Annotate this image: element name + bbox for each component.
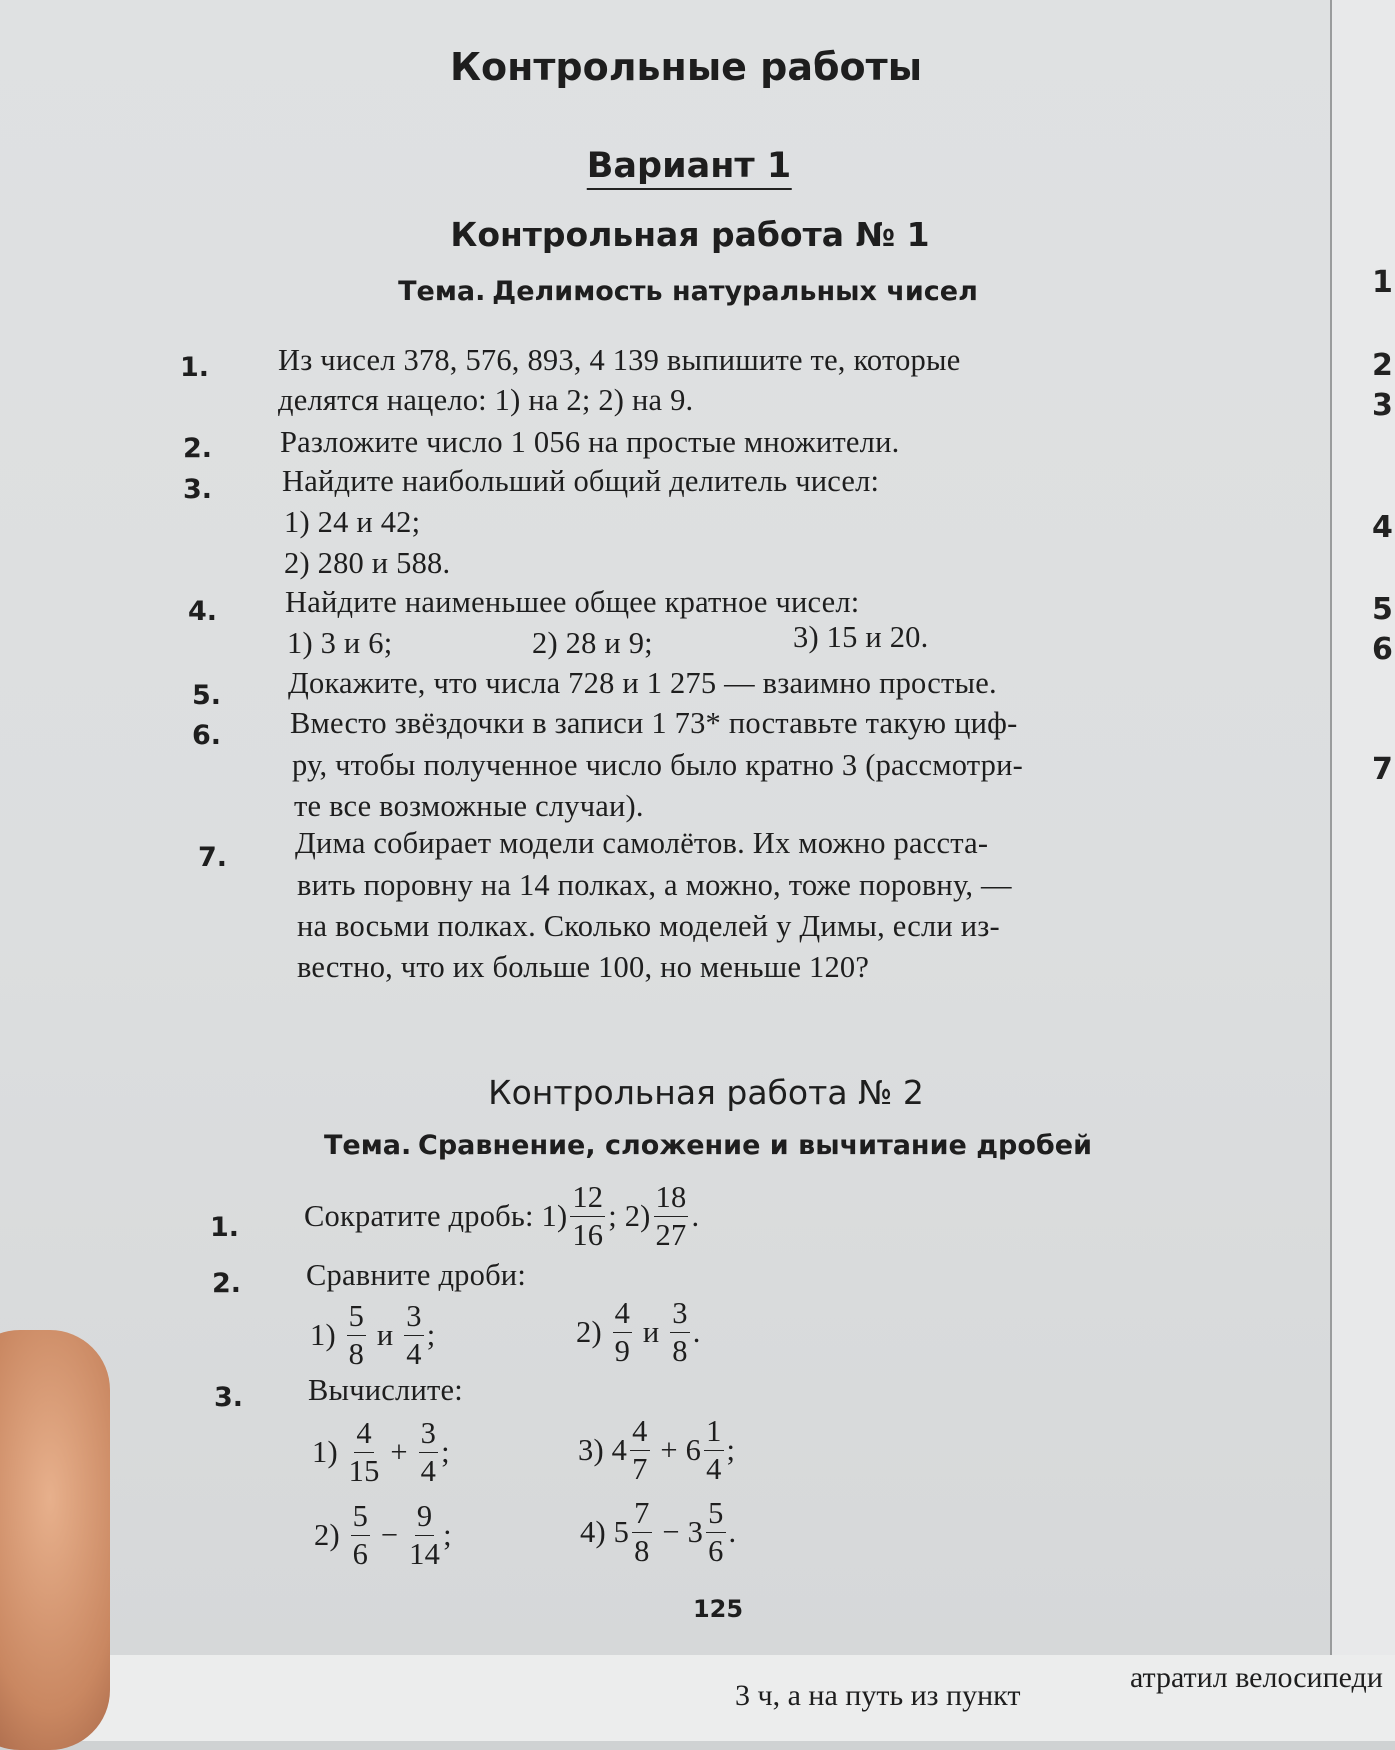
task-text-line: Докажите, что числа 728 и 1 275 — взаимно простые.: [288, 666, 997, 700]
task-number: 1.: [180, 352, 210, 383]
task-part: 2) $\frac{4}{9}$ и $\frac{3}{8}$ .: [576, 1296, 701, 1368]
task-text-line: те все возможные случаи).: [294, 789, 644, 823]
task-text-line: делятся нацело: 1) на 2; 2) на 9.: [278, 383, 694, 417]
task-text-line: 1) 24 и 42;: [284, 505, 421, 539]
margin-number: 2: [1372, 348, 1393, 383]
fraction: $\frac{3}{4}$: [406, 1299, 422, 1371]
theme-prefix: Тема.: [324, 1130, 412, 1161]
task-number: 4.: [188, 596, 218, 627]
task-number: 6.: [192, 720, 222, 751]
task-number: 1.: [210, 1212, 240, 1243]
task-number: 7.: [198, 842, 228, 873]
task-number: 2.: [183, 433, 213, 464]
thumb: [0, 1330, 110, 1750]
fraction: $\frac{7}{8}$: [634, 1496, 650, 1568]
theme-text: Сравнение, сложение и вычитание дробей: [418, 1130, 1092, 1161]
page-title: Контрольные работы: [449, 45, 923, 89]
task-part: 1) $\frac{4}{15}$ + $\frac{3}{4}$ ;: [312, 1416, 450, 1488]
task-part: 2) 28 и 9;: [532, 626, 653, 660]
task-text-line: Найдите наибольший общий делитель чисел:: [282, 464, 880, 498]
variant-heading: Вариант 1: [587, 146, 792, 190]
fraction: $\frac{9}{14}$: [409, 1499, 441, 1571]
underlying-text: 3 ч, а на путь из пункт: [735, 1679, 1021, 1712]
fraction: $\frac{5}{8}$: [348, 1299, 365, 1371]
task-text-line: Вместо звёздочки в записи 1 73* поставьте такую циф-: [290, 706, 1018, 740]
task-text-line: Сократите дробь: 1) $\frac{12}{16}$ ; 2) $\frac{18}{27}$ .: [304, 1180, 700, 1252]
task-text-line: Сравните дроби:: [306, 1258, 526, 1292]
task-part: 1) $\frac{5}{8}$ и $\frac{3}{4}$ ;: [310, 1299, 436, 1371]
task-part: 3) 15 и 20.: [793, 620, 929, 654]
page-number: 125: [692, 1595, 744, 1623]
task-text-line: 2) 280 и 588.: [284, 546, 451, 580]
fraction: $\frac{5}{6}$: [708, 1496, 724, 1568]
task-number: 3.: [183, 474, 213, 505]
task-text-line: на восьми полках. Сколько моделей у Димы, если из-: [297, 909, 1000, 943]
margin-number: 5: [1372, 592, 1393, 627]
task-text-line: Вычислите:: [308, 1373, 463, 1407]
task-text-line: Разложите число 1 056 на простые множители.: [280, 425, 900, 459]
fraction: $\frac{5}{6}$: [352, 1499, 369, 1571]
margin-number: 6: [1372, 632, 1393, 667]
test2-theme: [324, 1130, 1092, 1161]
task-part: 3) 4 $\frac{4}{7}$ + 6 $\frac{1}{4}$ ;: [578, 1414, 736, 1486]
margin-number: 3: [1372, 388, 1393, 423]
task-part: 2) $\frac{5}{6}$ − $\frac{9}{14}$ ;: [314, 1499, 452, 1571]
theme-text: Делимость натуральных чисел: [492, 276, 978, 307]
task-number: 2.: [212, 1268, 242, 1299]
task-text-line: ру, чтобы полученное число было кратно 3 (рассмотри-: [292, 748, 1024, 782]
theme-prefix: Тема.: [398, 276, 486, 307]
margin-number: 4: [1372, 510, 1393, 545]
task-number: 3.: [214, 1382, 244, 1413]
next-page-edge: [1330, 0, 1395, 1741]
fraction: $\frac{3}{8}$: [672, 1296, 688, 1368]
task-text-line: Из чисел 378, 576, 893, 4 139 выпишите те, которые: [278, 343, 961, 377]
fraction: $\frac{3}{4}$: [420, 1416, 437, 1488]
fraction: $\frac{4}{7}$: [632, 1414, 648, 1486]
test2-title: Контрольная работа № 2: [488, 1073, 924, 1112]
fraction: $\frac{12}{16}$: [572, 1180, 604, 1252]
fraction: $\frac{4}{9}$: [614, 1296, 631, 1368]
task-part: 1) 3 и 6;: [287, 626, 393, 660]
fraction: $\frac{4}{15}$: [348, 1416, 380, 1488]
task-text-line: вить поровну на 14 полках, а можно, тоже поровну, —: [297, 868, 1012, 902]
task-text-line: Найдите наименьшее общее кратное чисел:: [285, 585, 860, 619]
fraction: $\frac{1}{4}$: [706, 1414, 722, 1486]
task-part: 4) 5 $\frac{7}{8}$ − 3 $\frac{5}{6}$ .: [580, 1496, 737, 1568]
fraction: $\frac{18}{27}$: [655, 1180, 687, 1252]
margin-number: 7: [1372, 752, 1393, 787]
underlying-text: атратил велосипеди: [1130, 1661, 1383, 1694]
task-text-line: вестно, что их больше 100, но меньше 120?: [297, 950, 870, 984]
test1-title: Контрольная работа № 1: [450, 215, 930, 254]
task-text-line: Дима собирает модели самолётов. Их можно расста-: [295, 826, 989, 860]
task-number: 5.: [192, 680, 222, 711]
margin-number: 1: [1372, 265, 1393, 300]
test1-theme: [398, 276, 978, 307]
underlying-page: [0, 1655, 1395, 1741]
